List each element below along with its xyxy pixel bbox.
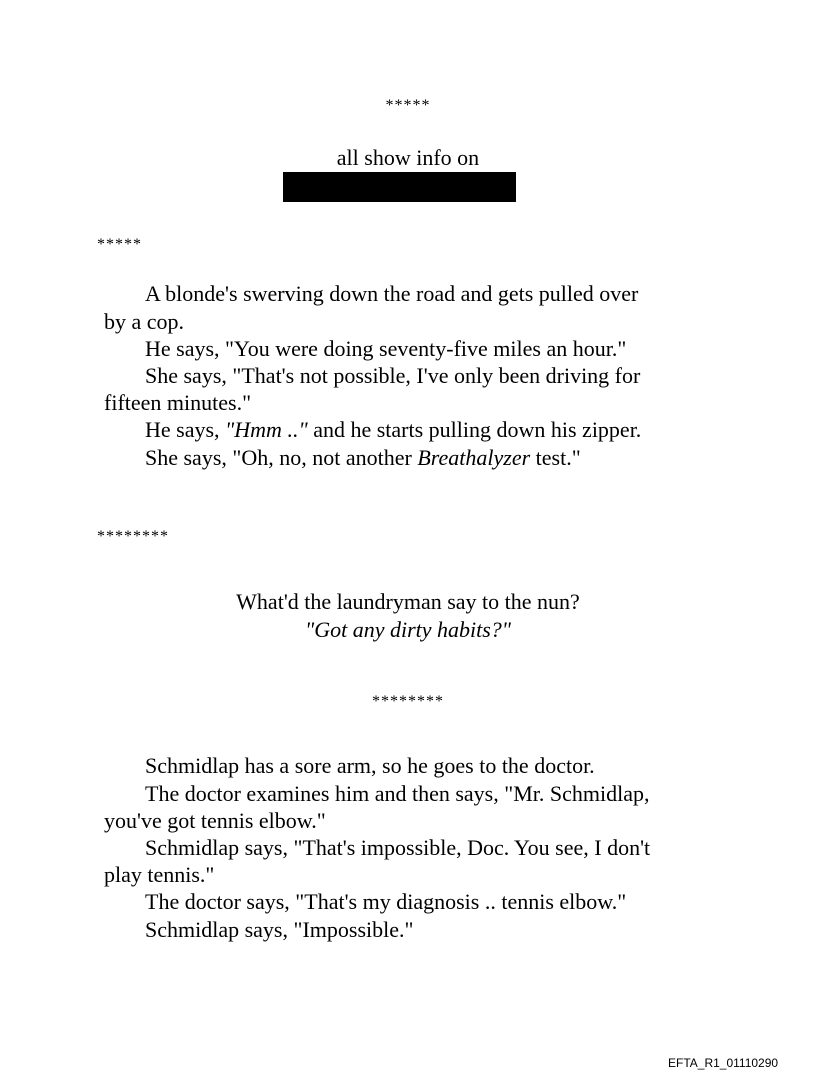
joke-italic-text: "Got any dirty habits?" xyxy=(304,617,512,642)
joke-line: Schmidlap has a sore arm, so he goes to the doctor. xyxy=(145,753,595,778)
redaction-box xyxy=(283,172,516,202)
joke-line: you've got tennis elbow." xyxy=(104,808,326,833)
section-divider: ***** xyxy=(385,97,431,114)
joke-line: fifteen minutes." xyxy=(104,390,252,415)
joke-line: The doctor examines him and then says, "Mr. Schmidlap, xyxy=(145,781,650,806)
joke-question: What'd the laundryman say to the nun? xyxy=(236,589,580,614)
joke-text: She says, "Oh, no, not another xyxy=(145,445,418,470)
joke-line: Schmidlap says, "Impossible." xyxy=(145,917,414,942)
joke-text: test." xyxy=(530,445,581,470)
joke-text: and he starts pulling down his zipper. xyxy=(307,417,642,442)
joke-line: Schmidlap says, "That's impossible, Doc. You see, I don't xyxy=(145,835,651,860)
joke-line: He says, "You were doing seventy-five miles an hour." xyxy=(145,336,627,361)
document-id: EFTA_R1_01110290 xyxy=(668,1056,779,1070)
joke-line: by a cop. xyxy=(104,309,185,334)
section-divider: ***** xyxy=(97,236,142,253)
joke-answer xyxy=(0,617,816,643)
joke-italic-text: Breathalyzer xyxy=(417,445,531,470)
joke-line: A blonde's swerving down the road and gets pulled over xyxy=(145,281,639,306)
section-divider: ******** xyxy=(372,693,444,710)
show-info-line: all show info on xyxy=(336,145,480,170)
joke-italic-text: "Hmm .." xyxy=(225,417,308,442)
section-divider: ******** xyxy=(97,528,169,545)
joke-line: The doctor says, "That's my diagnosis .. tennis elbow." xyxy=(145,889,627,914)
joke-line: She says, "That's not possible, I've only been driving for xyxy=(145,363,641,388)
joke-line xyxy=(145,417,641,443)
joke-line xyxy=(145,445,581,471)
joke-text: He says, xyxy=(145,417,226,442)
joke-line: play tennis." xyxy=(104,862,215,887)
